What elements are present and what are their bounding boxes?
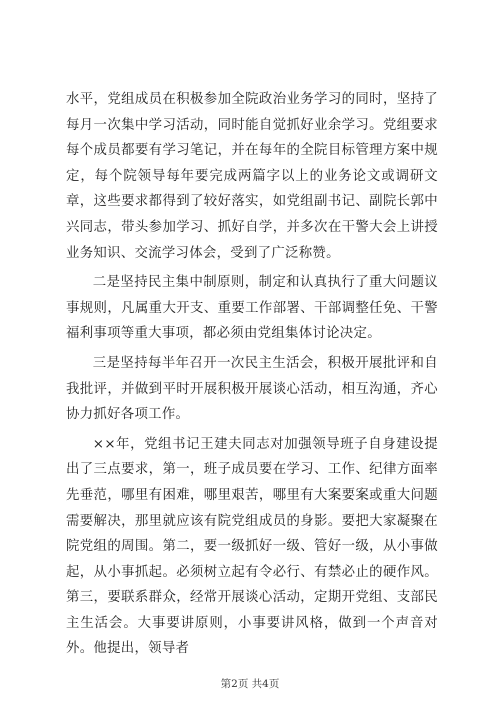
paragraph-requirements: ××年，党组书记王建夫同志对加强领导班子自身建设提出了三点要求，第一，班子成员要在学习、工作、纪律方面率先垂范，哪里有困难，哪里艰苦，哪里有大案要案或重大问题需要解决，那里就应该有院党组成员的身影。要把大家凝聚在院党组的周围。第二，要一级抓好一级、管好一级，从小事做起，从小事抓起。必须树立起有令必行、有禁必止的硬作风。第三，要联系群众，经常开展谈心活动，定期开党组、支部民主生活会。大事要讲原则，小事要讲风格，做到一个声音对外。他提出，领导者 (66, 436, 438, 657)
paragraph-point-two: 二是坚持民主集中制原则，制定和认真执行了重大问题议事规则，凡属重大开支、重要工作部署、干部调整任免、干警福利事项等重大事项，都必须由党组集体讨论决定。 (66, 275, 438, 342)
paragraph-point-three: 三是坚持每半年召开一次民主生活会，积极开展批评和自我批评，并做到平时开展积极开展谈心活动，相互沟通，齐心协力抓好各项工作。 (66, 355, 438, 423)
page-footer: 第2页 共4页 (220, 678, 280, 690)
document-body (66, 87, 438, 666)
paragraph-continued: 水平，党组成员在积极参加全院政治业务学习的同时，坚持了每月一次集中学习活动，同时能自觉抓好业余学习。党组要求每个成员都要有学习笔记，并在每年的全院目标管理方案中规定，每个院领导每年要完成两篇字以上的业务论文或调研文章，这些要求都得到了较好落实，如党组副书记、副院长郭中兴同志，带头参加学习、抓好自学，并多次在干警大会上讲授业务知识、交流学习体会，受到了广泛称赞。 (66, 92, 438, 261)
